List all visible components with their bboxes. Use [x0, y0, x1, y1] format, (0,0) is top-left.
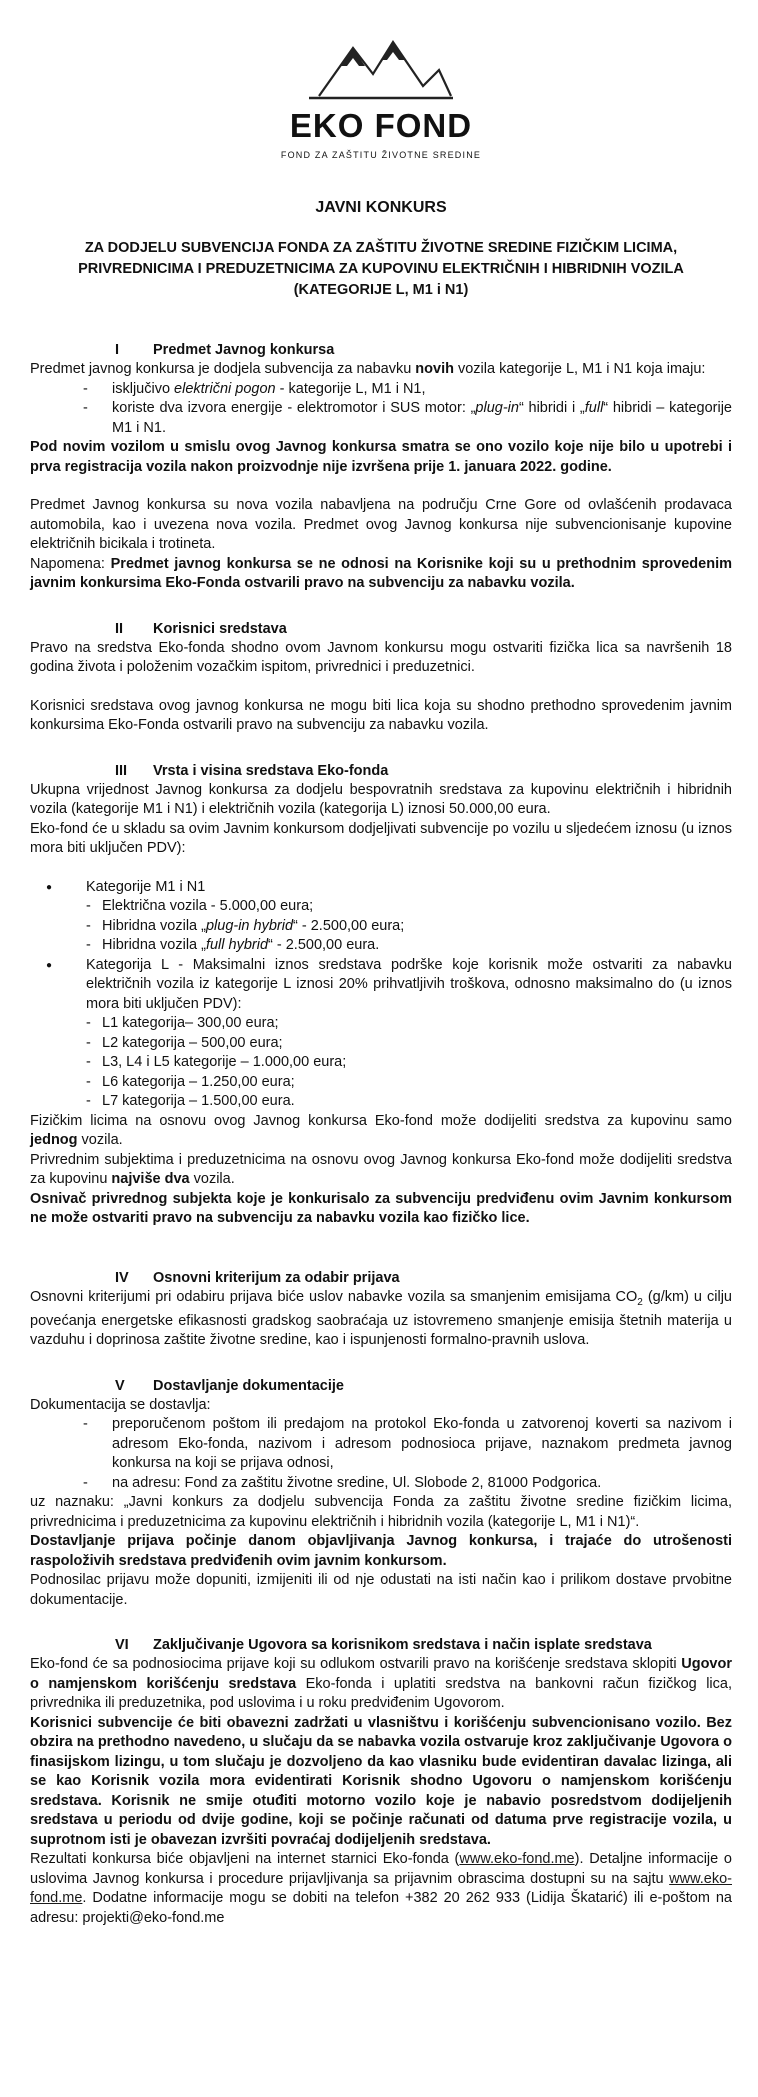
- list-item: - Električna vozila - 5.000,00 eura;: [86, 897, 732, 917]
- mountains-logo-icon: [301, 30, 461, 102]
- s1-napomena: Napomena: Predmet javnog konkursa se ne odnosi na Korisnike koji su u prethodnim sprovedenim javnim konkursima Eko-Fonda ostvarili pravo na subvenciju za nabavku vozila.: [30, 555, 732, 591]
- s3-paragraph-5: Osnivač privrednog subjekta koje je konkurisalo za subvenciju predviđenu ovim Javnim konkursom ne može ostvariti pravo na subvenciju za nabavku vozila kao fizičko lice.: [30, 1190, 732, 1226]
- eko-fond-logo: [30, 30, 732, 162]
- list-item: ● Kategorija L - Maksimalni iznos sredstava podrške koje korisnik može ostvariti za nabavku električnih vozila iz kategorije L iznosi 20% prihvatljivih troškova, odnosno maksimalno do (u iznos mora biti uključen PDV): - L1 kategorija– 300,00 eura; - L2 kategorija – 500,00 eura; - L3, L4 i L5 kategorije – 1.000,00 eura; - L6 kategorija – 1.250,00 eura; - L7 kategorija – 1.500,00 eura.: [30, 956, 732, 1112]
- s5-paragraph-1: Dokumentacija se dostavlja:: [30, 1396, 211, 1413]
- s2-paragraph-2: Korisnici sredstava ovog javnog konkursa ne mogu biti lica koja su shodno prethodno sprovedenim javnim konkursima Eko-Fonda ostvarili pravo na subvenciju za nabavku vozila.: [30, 697, 732, 733]
- s3-paragraph-2: Eko-fond će u skladu sa ovim Javnim konkursom dodjeljivati subvencije po vozilu u sljedećem iznosu (u iznos mora biti uključen PDV):: [30, 820, 732, 856]
- s5-paragraph-2: uz naznaku: „Javni konkurs za dodjelu subvencija Fonda za zaštitu životne sredine fizičkim licima, privrednicima i preduzetnicima za kupovinu električnih i hibridnih vozila (kategorije L, M1 i N1)“.: [30, 1494, 732, 1530]
- section-2-heading: II Korisnici sredstava: [115, 620, 287, 637]
- logo-tagline: FOND ZA ZAŠTITU ŽIVOTNE SREDINE: [280, 150, 482, 160]
- s1-bold-note: Pod novim vozilom u smislu ovog Javnog konkursa smatra se ono vozilo koje nije bilo u upotrebi i prva registracija vozila nakon proizvodnje nije izvršena prije 1. januara 2022. godine.: [30, 439, 732, 475]
- s1-list: [30, 380, 732, 439]
- list-item: - na adresu: Fond za zaštitu životne sredine, Ul. Slobode 2, 81000 Podgorica.: [30, 1474, 732, 1494]
- list-item: - isključivo električni pogon - kategorije L, M1 i N1,: [30, 380, 732, 400]
- list-item: - L1 kategorija– 300,00 eura;: [86, 1014, 732, 1034]
- s6-paragraph-2: Korisnici subvencije će biti obavezni zadržati u vlasništvu i korišćenju subvencionisano vozilo. Bez obzira na prethodno navedeno, u slučaju da se nabavka vozila ostvaruje kroz zaključivanje Ugovora o finasijskom lizingu, u tom slučaju je dozvoljeno da kao vlasniku bude evidentiran davalac lizinga, ali se kao Korisnik vozila mora evidentirati Korisnik shodno Ugovoru o namjenskom korišćenju sredstava. Korisnik ne smije otuđiti motorno vozilo koje je nabavio posredstvom dodijeljenih sredstava u periodu od dvije godine, koji se počinje računati od datuma prve registracije vozila, u suprotnom isti je obavezan izvršiti povraćaj dodijeljenih sredstava.: [30, 1714, 732, 1848]
- list-item: ● Kategorije M1 i N1 - Električna vozila - 5.000,00 eura; - Hibridna vozila „plug-in hybrid“ - 2.500,00 eura; - Hibridna vozila „full hybrid“ - 2.500,00 eura.: [30, 878, 732, 956]
- section-4-heading: IV Osnovni kriterijum za odabir prijava: [115, 1269, 400, 1286]
- list-item: - Hibridna vozila „plug-in hybrid“ - 2.500,00 eura;: [86, 917, 732, 937]
- eko-fond-website-link-2[interactable]: www.eko-fond.me: [30, 1870, 732, 1907]
- s5-list: [30, 1415, 732, 1493]
- s2-paragraph-1: Pravo na sredstva Eko-fonda shodno ovom Javnom konkursu mogu ostvariti fizička lica sa navršenih 18 godina života i položenim vozačkim ispitom, privrednici i preduzetnici.: [30, 639, 732, 675]
- list-item: - L3, L4 i L5 kategorije – 1.000,00 eura;: [86, 1053, 732, 1073]
- list-item: - L7 kategorija – 1.500,00 eura.: [86, 1092, 732, 1112]
- list-item: - L6 kategorija – 1.250,00 eura;: [86, 1073, 732, 1093]
- s1-paragraph-2: Predmet Javnog konkursa su nova vozila nabavljena na području Crne Gore od ovlašćenih prodavaca automobila, kao i uvezena nova vozila. Predmet ovog Javnog konkursa nije subvencionisanje kupovine električnih bicikala i trotineta.: [30, 497, 732, 552]
- section-5-heading: V Dostavljanje dokumentacije: [115, 1377, 344, 1394]
- list-item: - L2 kategorija – 500,00 eura;: [86, 1034, 732, 1054]
- section-3-heading: III Vrsta i visina sredstava Eko-fonda: [115, 762, 389, 779]
- list-item: - koriste dva izvora energije - elektromotor i SUS motor: „plug-in“ hibridi i „full“ hibridi – kategorije M1 i N1.: [30, 399, 732, 438]
- s4-paragraph-1: Osnovni kriterijumi pri odabiru prijava biće uslov nabavke vozila sa smanjenim emisijama $CO_2$ (g/km) u cilju povećanja energetske efikasnosti gradskog saobraćaja uz istovremeno smanjenje emisija štetnih materija u vazduhu i doprinosa zaštite životne sredine, kao i ispunjenosti formalno-pravnih uslova.: [30, 1288, 732, 1349]
- s3-paragraph-3: Fizičkim licima na osnovu ovog Javnog konkursa Eko-fond može dodijeliti sredstva za kupovinu samo jednog vozila.: [30, 1112, 732, 1148]
- s5-paragraph-3: Dostavljanje prijava počinje danom objavljivanja Javnog konkursa, i trajaće do utrošenosti raspoloživih sredstava predviđenih ovim javnim konkursom.: [30, 1533, 732, 1569]
- eko-fond-website-link[interactable]: www.eko-fond.me: [459, 1851, 575, 1868]
- s3-paragraph-1: Ukupna vrijednost Javnog konkursa za dodjelu bespovratnih sredstava za kupovinu električnih i hibridnih vozila (kategorije M1 i N1) i električnih vozila (kategorija L) iznosi 50.000,00 eura.: [30, 781, 732, 817]
- s3-paragraph-4: Privrednim subjektima i preduzetnicima na osnovu ovog Javnog konkursa Eko-fond može dodijeliti sredstva za kupovinu najviše dva vozila.: [30, 1151, 732, 1187]
- section-1-heading: I Predmet Javnog konkursa: [115, 342, 335, 358]
- s3-category-list: [30, 878, 732, 1112]
- logo-name: EKO FOND: [289, 107, 473, 144]
- list-item: - preporučenom poštom ili predajom na protokol Eko-fonda u zatvorenoj koverti sa nazivom i adresom Eko-fonda, nazivom i adresom podnosioca prijave, naznakom predmeta javnog konkursa na koji se prijava odnosi,: [30, 1415, 732, 1474]
- list-item: - Hibridna vozila „full hybrid“ - 2.500,00 eura.: [86, 936, 732, 956]
- page-subtitle: ZA DODJELU SUBVENCIJA FONDA ZA ZAŠTITU ŽIVOTNE SREDINE FIZIČKIM LICIMA, PRIVREDNICIMA I PREDUZETNICIMA ZA KUPOVINU ELEKTRIČNIH I HIBRIDNIH VOZILA (KATEGORIJE L, M1 i N1): [78, 240, 684, 298]
- page-title: JAVNI KONKURS: [315, 199, 447, 216]
- s1-intro: Predmet javnog konkursa je dodjela subvencija za nabavku novih vozila kategorije L, M1 i N1 koja imaju:: [30, 361, 706, 377]
- s6-paragraph-3: Rezultati konkursa biće objavljeni na internet starnici Eko-fonda (www.eko-fond.me). Detaljne informacije o uslovima Javnog konkursa i procedure prijavljivanja sa prijavnim obrascima dostupni su na sajtu www.eko-fond.me. Dodatne informacije mogu se dobiti na telefon +382 20 262 933 (Lidija Škatarić) ili e-poštom na adresu: projekti@eko-fond.me: [30, 1851, 732, 1926]
- section-6-heading: VI Zaključivanje Ugovora sa korisnikom sredstava i način isplate sredstava: [115, 1637, 652, 1654]
- s6-paragraph-1: Eko-fond će sa podnosiocima prijave koji su odlukom ostvarili pravo na korišćenje sredstava sklopiti Ugovor o namjenskom korišćenju sredstava Eko-fonda i uplatiti sredstva na bankovni račun fizičkog lica, privrednika ili preduzetnika, pod uslovima i u roku predviđenim Ugovorom.: [30, 1656, 732, 1712]
- s5-paragraph-4: Podnosilac prijavu može dopuniti, izmijeniti ili od nje odustati na isti način kao i prilikom dostave prvobitne dokumentacije.: [30, 1572, 732, 1608]
